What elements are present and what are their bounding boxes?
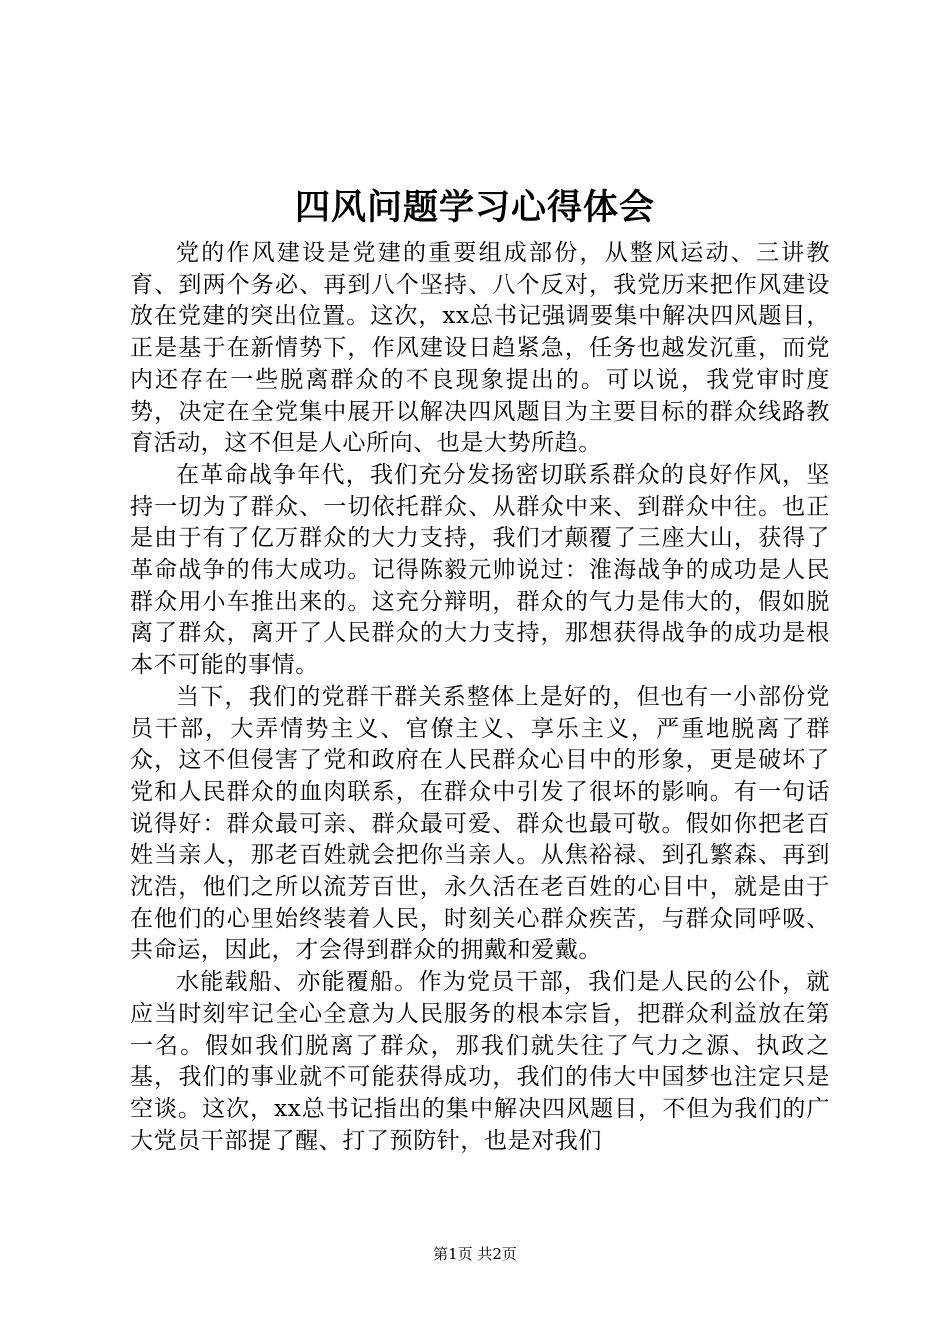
document-body: [130, 238, 830, 1157]
paragraph-4: 水能载船、亦能覆船。作为党员干部，我们是人民的公仆，就应当时刻牢记全心全意为人民服务的根本宗旨，把群众利益放在第一名。假如我们脱离了群众，那我们就失往了气力之源、执政之基，我们的事业就不可能获得成功，我们的伟大中国梦也注定只是空谈。这次，xx总书记指出的集中解决四风题目，不但为我们的广大党员干部提了醒、打了预防针，也是对我们: [130, 969, 830, 1154]
paragraph-3: 当下，我们的党群干群关系整体上是好的，但也有一小部份党员干部，大弄情势主义、官僚主义、享乐主义，严重地脱离了群众，这不但侵害了党和政府在人民群众心目中的形象，更是破坏了党和人民群众的血肉联系，在群众中引发了很坏的影响。有一句话说得好：群众最可亲、群众最可爱、群众也最可敬。假如你把老百姓当亲人，那老百姓就会把你当亲人。从焦裕禄、到孔繁森、再到沈浩，他们之所以流芳百世，永久活在老百姓的心目中，就是由于在他们的心里始终装着人民，时刻关心群众疾苦，与群众同呼吸、共命运，因此，才会得到群众的拥戴和爱戴。: [130, 683, 830, 964]
paragraph-1: 党的作风建设是党建的重要组成部份，从整风运动、三讲教育、到两个务必、再到八个坚持、八个反对，我党历来把作风建设放在党建的突出位置。这次，xx总书记强调要集中解决四风题目，正是基于在新情势下，作风建设日趋紧急，任务也越发沉重，而党内还存在一些脱离群众的不良现象提出的。可以说，我党审时度势，决定在全党集中展开以解决四风题目为主要目标的群众线路教育活动，这不但是人心所向、也是大势所趋。: [130, 240, 830, 457]
page-footer: 第1页 共2页: [433, 1245, 517, 1263]
paragraph-2: 在革命战争年代，我们充分发扬密切联系群众的良好作风，坚持一切为了群众、一切依托群众、从群众中来、到群众中往。也正是由于有了亿万群众的大力支持，我们才颠覆了三座大山，获得了革命战争的伟大成功。记得陈毅元帅说过：淮海战争的成功是人民群众用小车推出来的。这充分辩明，群众的气力是伟大的，假如脱离了群众，离开了人民群众的大力支持，那想获得战争的成功是根本不可能的事情。: [130, 461, 830, 679]
document-title: 四风问题学习心得体会: [294, 187, 655, 228]
